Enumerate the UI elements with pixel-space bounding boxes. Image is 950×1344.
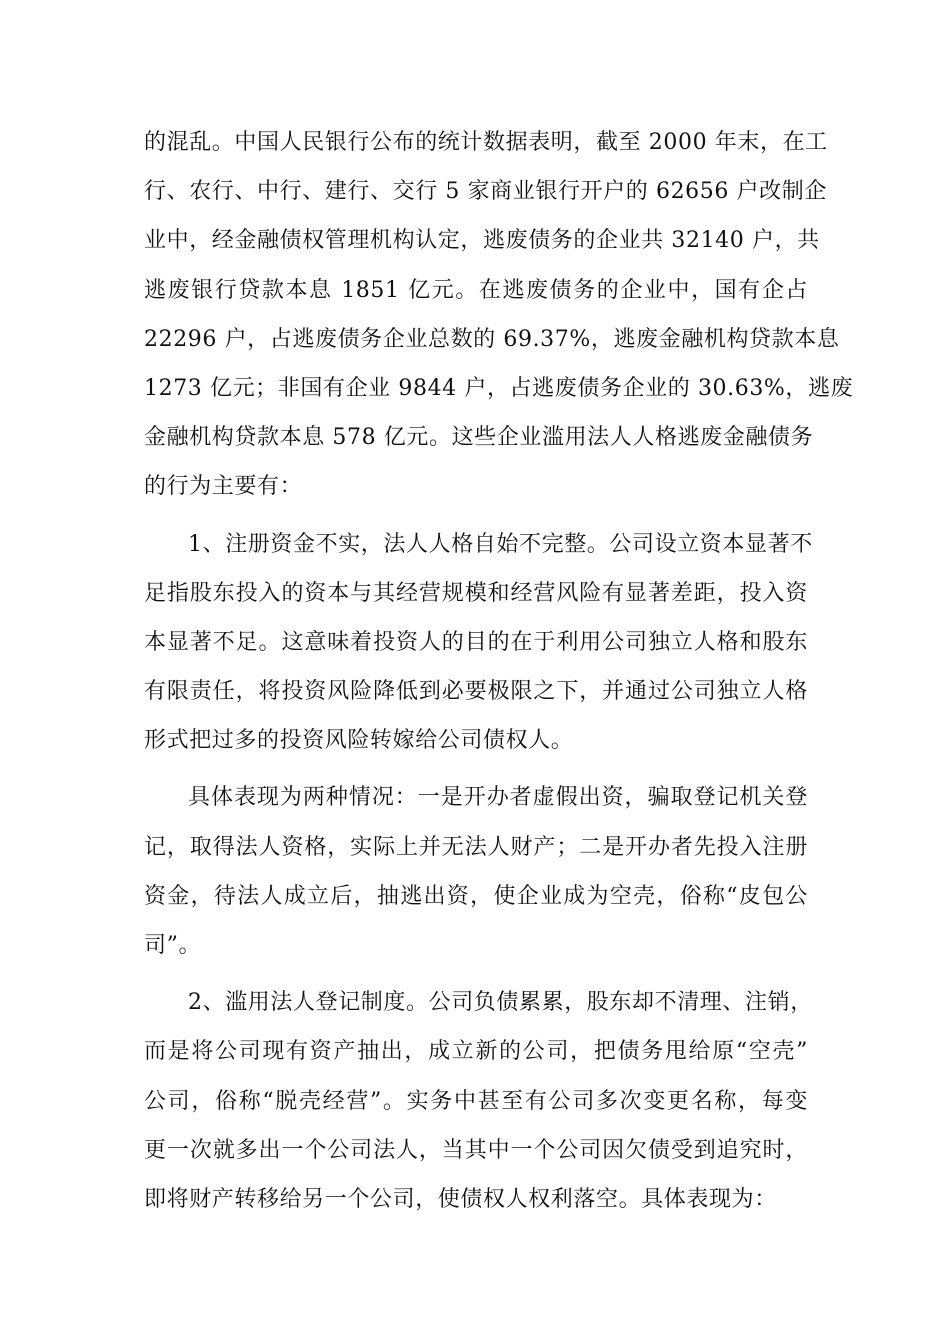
text-line: 金融机构贷款本息 578 亿元。这些企业滥用法人人格逃废金融债务 <box>144 425 814 451</box>
body-text <box>144 118 854 1224</box>
text-line: 即将财产转移给另一个公司，使债权人权利落空。具体表现为： <box>144 1186 777 1212</box>
text-line: 具体表现为两种情况：一是开办者虚假出资，骗取登记机关登 <box>188 785 808 811</box>
text-line: 本显著不足。这意味着投资人的目的在于利用公司独立人格和股东 <box>144 629 808 655</box>
text-line: 2、滥用法人登记制度。公司负债累累，股东却不清理、注销， <box>188 990 813 1016</box>
text-line: 资金，待法人成立后，抽逃出资，使企业成为空壳，俗称“皮包公 <box>144 883 808 909</box>
paragraph-4 <box>144 978 813 1224</box>
text-line: 1273 亿元；非国有企业 9844 户，占逃废债务企业的 30.63%，逃废 <box>144 375 854 401</box>
text-line: 1、注册资金不实，法人人格自始不完整。公司设立资本显著不 <box>188 531 813 557</box>
text-line: 业中，经金融债权管理机构认定，逃废债务的企业共 32140 户，共 <box>144 228 820 254</box>
text-line: 而是将公司现有资产抽出，成立新的公司，把债务甩给原“空壳” <box>144 1039 808 1065</box>
paragraph-2 <box>144 520 813 766</box>
text-line: 的混乱。中国人民银行公布的统计数据表明，截至 2000 年末，在工 <box>144 130 828 155</box>
text-line: 行、农行、中行、建行、交行 5 家商业银行开户的 62656 户改制企 <box>144 179 827 205</box>
text-line: 的行为主要有： <box>144 474 303 500</box>
paragraph-3 <box>144 773 808 970</box>
text-line: 记，取得法人资格，实际上并无法人财产；二是开办者先投入注册 <box>144 834 808 860</box>
paragraph-1 <box>144 118 854 512</box>
text-line: 有限责任，将投资风险降低到必要极限之下，并通过公司独立人格 <box>144 679 808 705</box>
text-line: 形式把过多的投资风险转嫁给公司债权人。 <box>144 728 574 754</box>
text-line: 公司，俗称“脱壳经营”。实务中甚至有公司多次变更名称，每变 <box>144 1088 808 1114</box>
text-line: 22296 户，占逃废债务企业总数的 69.37%，逃废金融机构贷款本息 <box>144 326 840 352</box>
text-line: 逃废银行贷款本息 1851 亿元。在逃废债务的企业中，国有企占 <box>144 277 808 303</box>
text-line: 更一次就多出一个公司法人，当其中一个公司因欠债受到追究时， <box>144 1137 808 1163</box>
text-line: 足指股东投入的资本与其经营规模和经营风险有显著差距，投入资 <box>144 580 808 606</box>
text-line: 司”。 <box>144 933 202 958</box>
